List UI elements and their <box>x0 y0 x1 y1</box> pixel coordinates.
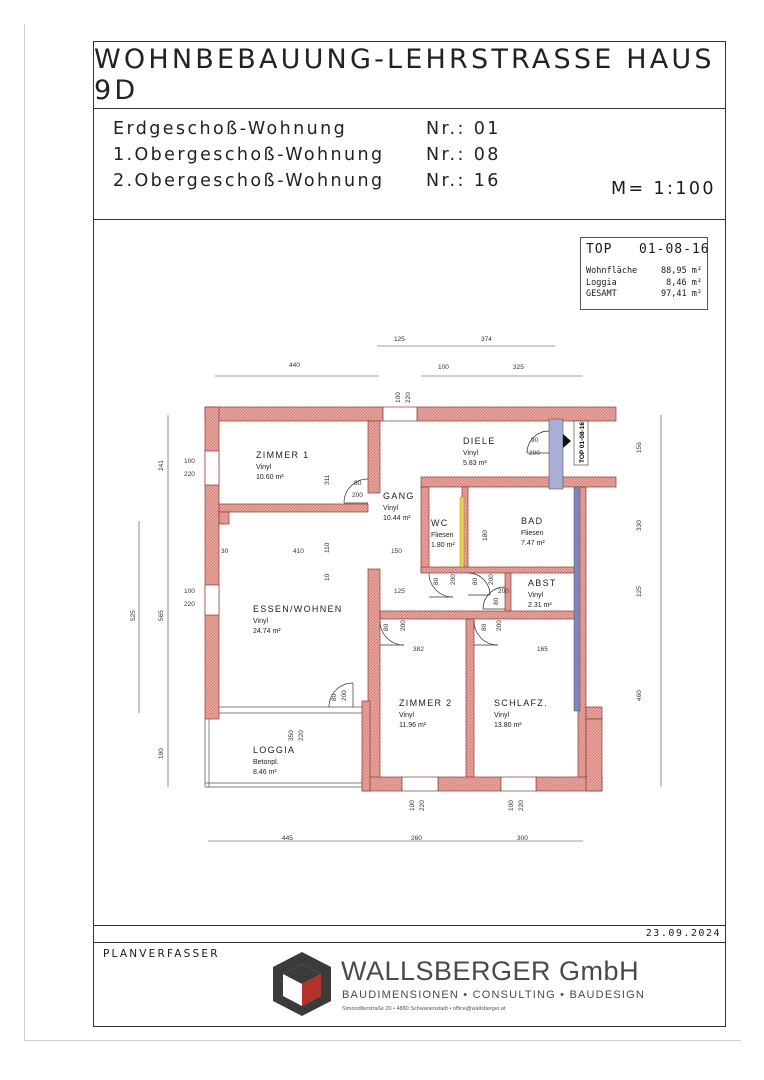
door-label: 80 <box>472 577 479 585</box>
room-name: WC <box>431 518 449 528</box>
company-name: WALLSBERGER GmbH <box>341 956 640 986</box>
wall <box>421 477 616 487</box>
wall <box>586 719 602 791</box>
door-label: 80 <box>493 597 500 605</box>
dimension-label: 125 <box>394 588 405 595</box>
wall <box>421 487 429 571</box>
door-label: 80 <box>383 623 390 631</box>
unit-label: 2.Obergeschoß-Wohnung <box>113 171 385 191</box>
dimension-label: 125 <box>394 336 405 343</box>
floor-plan <box>94 220 725 925</box>
door-label: 80 <box>354 480 362 487</box>
dimension-label: 165 <box>537 646 548 653</box>
shaft <box>549 419 563 489</box>
room-floor: Vinyl <box>383 505 399 512</box>
dimension-label: 180 <box>482 530 489 541</box>
room-area: 8.46 m² <box>253 769 277 776</box>
unit-number: Nr.: 16 <box>426 171 501 191</box>
opening-label: 220 <box>184 601 195 608</box>
door-label: 200 <box>352 492 363 499</box>
plan-date: 23.09.2024 <box>645 928 721 939</box>
room-floor: Fliesen <box>431 532 454 539</box>
dimension-label: 525 <box>130 610 137 621</box>
plan-sheet <box>93 41 726 1027</box>
company-address: Simonditerstraße 20 • 4880 Schwanenstadt • office@wallsberger.at <box>342 1006 506 1012</box>
door-label: 80 <box>481 623 488 631</box>
blue-wall <box>574 487 580 711</box>
door-label: 200 <box>400 620 407 631</box>
room-area: 10.60 m² <box>256 474 284 481</box>
door-label: 200 <box>498 588 509 595</box>
area-label: Wohnfläche <box>586 266 638 276</box>
room-floor: Vinyl <box>528 592 544 599</box>
dimension-label: 565 <box>158 610 165 621</box>
wall <box>586 707 602 719</box>
dimension-label: 460 <box>636 690 643 701</box>
area-value: 8,46 m² <box>666 278 702 288</box>
opening-label: 100 <box>395 392 402 403</box>
wall <box>219 504 368 512</box>
dimension-label: 440 <box>289 362 300 369</box>
opening-label: 220 <box>419 800 426 811</box>
company-logo-mark <box>271 950 333 1018</box>
dimension-label: 260 <box>411 835 422 842</box>
opening-label: 220 <box>405 392 412 403</box>
company-tagline: BAUDIMENSIONEN • CONSULTING • BAUDESIGN <box>342 989 646 1001</box>
door-label: 90 <box>531 437 539 444</box>
wall <box>205 407 383 421</box>
top-code: 01-08-16 <box>639 242 710 257</box>
opening-label: 220 <box>518 800 525 811</box>
dimension-label: 300 <box>517 835 528 842</box>
unit-row <box>113 145 501 165</box>
room-name: GANG <box>383 491 415 501</box>
top-label: TOP <box>586 242 613 257</box>
light-wall <box>460 497 464 567</box>
wall <box>368 421 380 493</box>
room-name: ABST <box>528 578 557 588</box>
top-tag: TOP 01-08-16 <box>579 422 586 463</box>
dimension-label: 445 <box>282 835 293 842</box>
unit-label: Erdgeschoß-Wohnung <box>113 119 348 139</box>
room-name: ZIMMER 1 <box>256 450 310 460</box>
wall <box>219 512 229 524</box>
room-name: ZIMMER 2 <box>399 698 453 708</box>
area-label: Loggia <box>586 278 617 288</box>
wall <box>417 407 616 421</box>
window <box>205 585 219 615</box>
window <box>205 451 219 485</box>
unit-row <box>113 119 501 139</box>
room-name: SCHLAFZ. <box>494 698 548 708</box>
door-label: 200 <box>341 690 348 701</box>
door-label: 200 <box>529 450 540 457</box>
area-label: GESAMT <box>586 289 617 299</box>
dimension-label: 241 <box>158 460 165 471</box>
room-area: 5.83 m² <box>463 460 487 467</box>
room-floor: Vinyl <box>463 450 479 457</box>
opening-label: 100 <box>184 588 195 595</box>
dimension-label: 125 <box>636 586 643 597</box>
room-area: 2.31 m² <box>528 602 552 609</box>
dimension-label: 156 <box>636 442 643 453</box>
wall <box>438 777 501 791</box>
room-floor: Betonpl. <box>253 759 279 766</box>
room-area: 7.47 m² <box>521 540 545 547</box>
room-floor: Vinyl <box>494 712 510 719</box>
dimension-label: 325 <box>513 364 524 371</box>
dimension-label: 150 <box>391 548 402 555</box>
unit-list-box <box>94 109 725 220</box>
area-value: 88,95 m² <box>661 266 702 276</box>
window <box>501 777 536 791</box>
room-name: DIELE <box>463 436 496 446</box>
dimension-label: 100 <box>438 364 449 371</box>
dimension-label: 110 <box>324 542 331 553</box>
room-floor: Vinyl <box>253 618 269 625</box>
room-floor: Vinyl <box>399 712 415 719</box>
opening-label: 100 <box>508 800 515 811</box>
room-area: 1.80 m² <box>431 542 455 549</box>
dimension-label: 311 <box>324 474 331 485</box>
room-floor: Vinyl <box>256 464 272 471</box>
entrance-arrow <box>563 434 571 448</box>
page-title: WOHNBEBAUUNG-LEHRSTRASSE HAUS 9D <box>94 44 715 106</box>
unit-row <box>113 171 501 191</box>
dimension-label: 10 <box>324 573 331 581</box>
wall <box>466 619 474 779</box>
dimension-label: 382 <box>413 646 424 653</box>
room-name: ESSEN/WOHNEN <box>253 604 343 614</box>
unit-number: Nr.: 08 <box>426 145 501 165</box>
opening-label: 100 <box>184 458 195 465</box>
wall <box>362 701 370 791</box>
opening-label: 220 <box>184 471 195 478</box>
plan-area <box>94 220 725 925</box>
date-box <box>94 925 725 943</box>
planverfasser-label: PLANVERFASSER <box>103 948 220 960</box>
opening-label: 350 <box>288 730 295 741</box>
dimension-label: 410 <box>293 548 304 555</box>
wall <box>380 611 578 619</box>
dimension-label: 30 <box>221 548 229 555</box>
window <box>402 777 438 791</box>
room-name: LOGGIA <box>253 745 296 755</box>
unit-number: Nr.: 01 <box>426 119 501 139</box>
wall <box>421 567 581 573</box>
door-label: 200 <box>488 574 495 585</box>
door-label: 80 <box>433 577 440 585</box>
room-area: 13.80 m² <box>494 722 522 729</box>
room-floor: Fliesen <box>521 530 544 537</box>
room-area: 24.74 m² <box>253 628 281 635</box>
door-label: 80 <box>331 693 338 701</box>
area-value: 97,41 m² <box>661 289 702 299</box>
title-box <box>94 42 725 109</box>
dimension-label: 190 <box>158 748 165 759</box>
door-label: 200 <box>496 620 503 631</box>
scale-label: M= 1:100 <box>611 179 716 199</box>
dimension-label: 374 <box>481 336 492 343</box>
unit-label: 1.Obergeschoß-Wohnung <box>113 145 385 165</box>
room-area: 11.96 m² <box>399 722 427 729</box>
dimension-label: 330 <box>636 520 643 531</box>
door-label: 200 <box>450 574 457 585</box>
room-area: 10.44 m² <box>383 515 411 522</box>
window <box>383 407 417 421</box>
opening-label: 100 <box>409 800 416 811</box>
opening-label: 220 <box>298 730 305 741</box>
room-name: BAD <box>521 516 544 526</box>
